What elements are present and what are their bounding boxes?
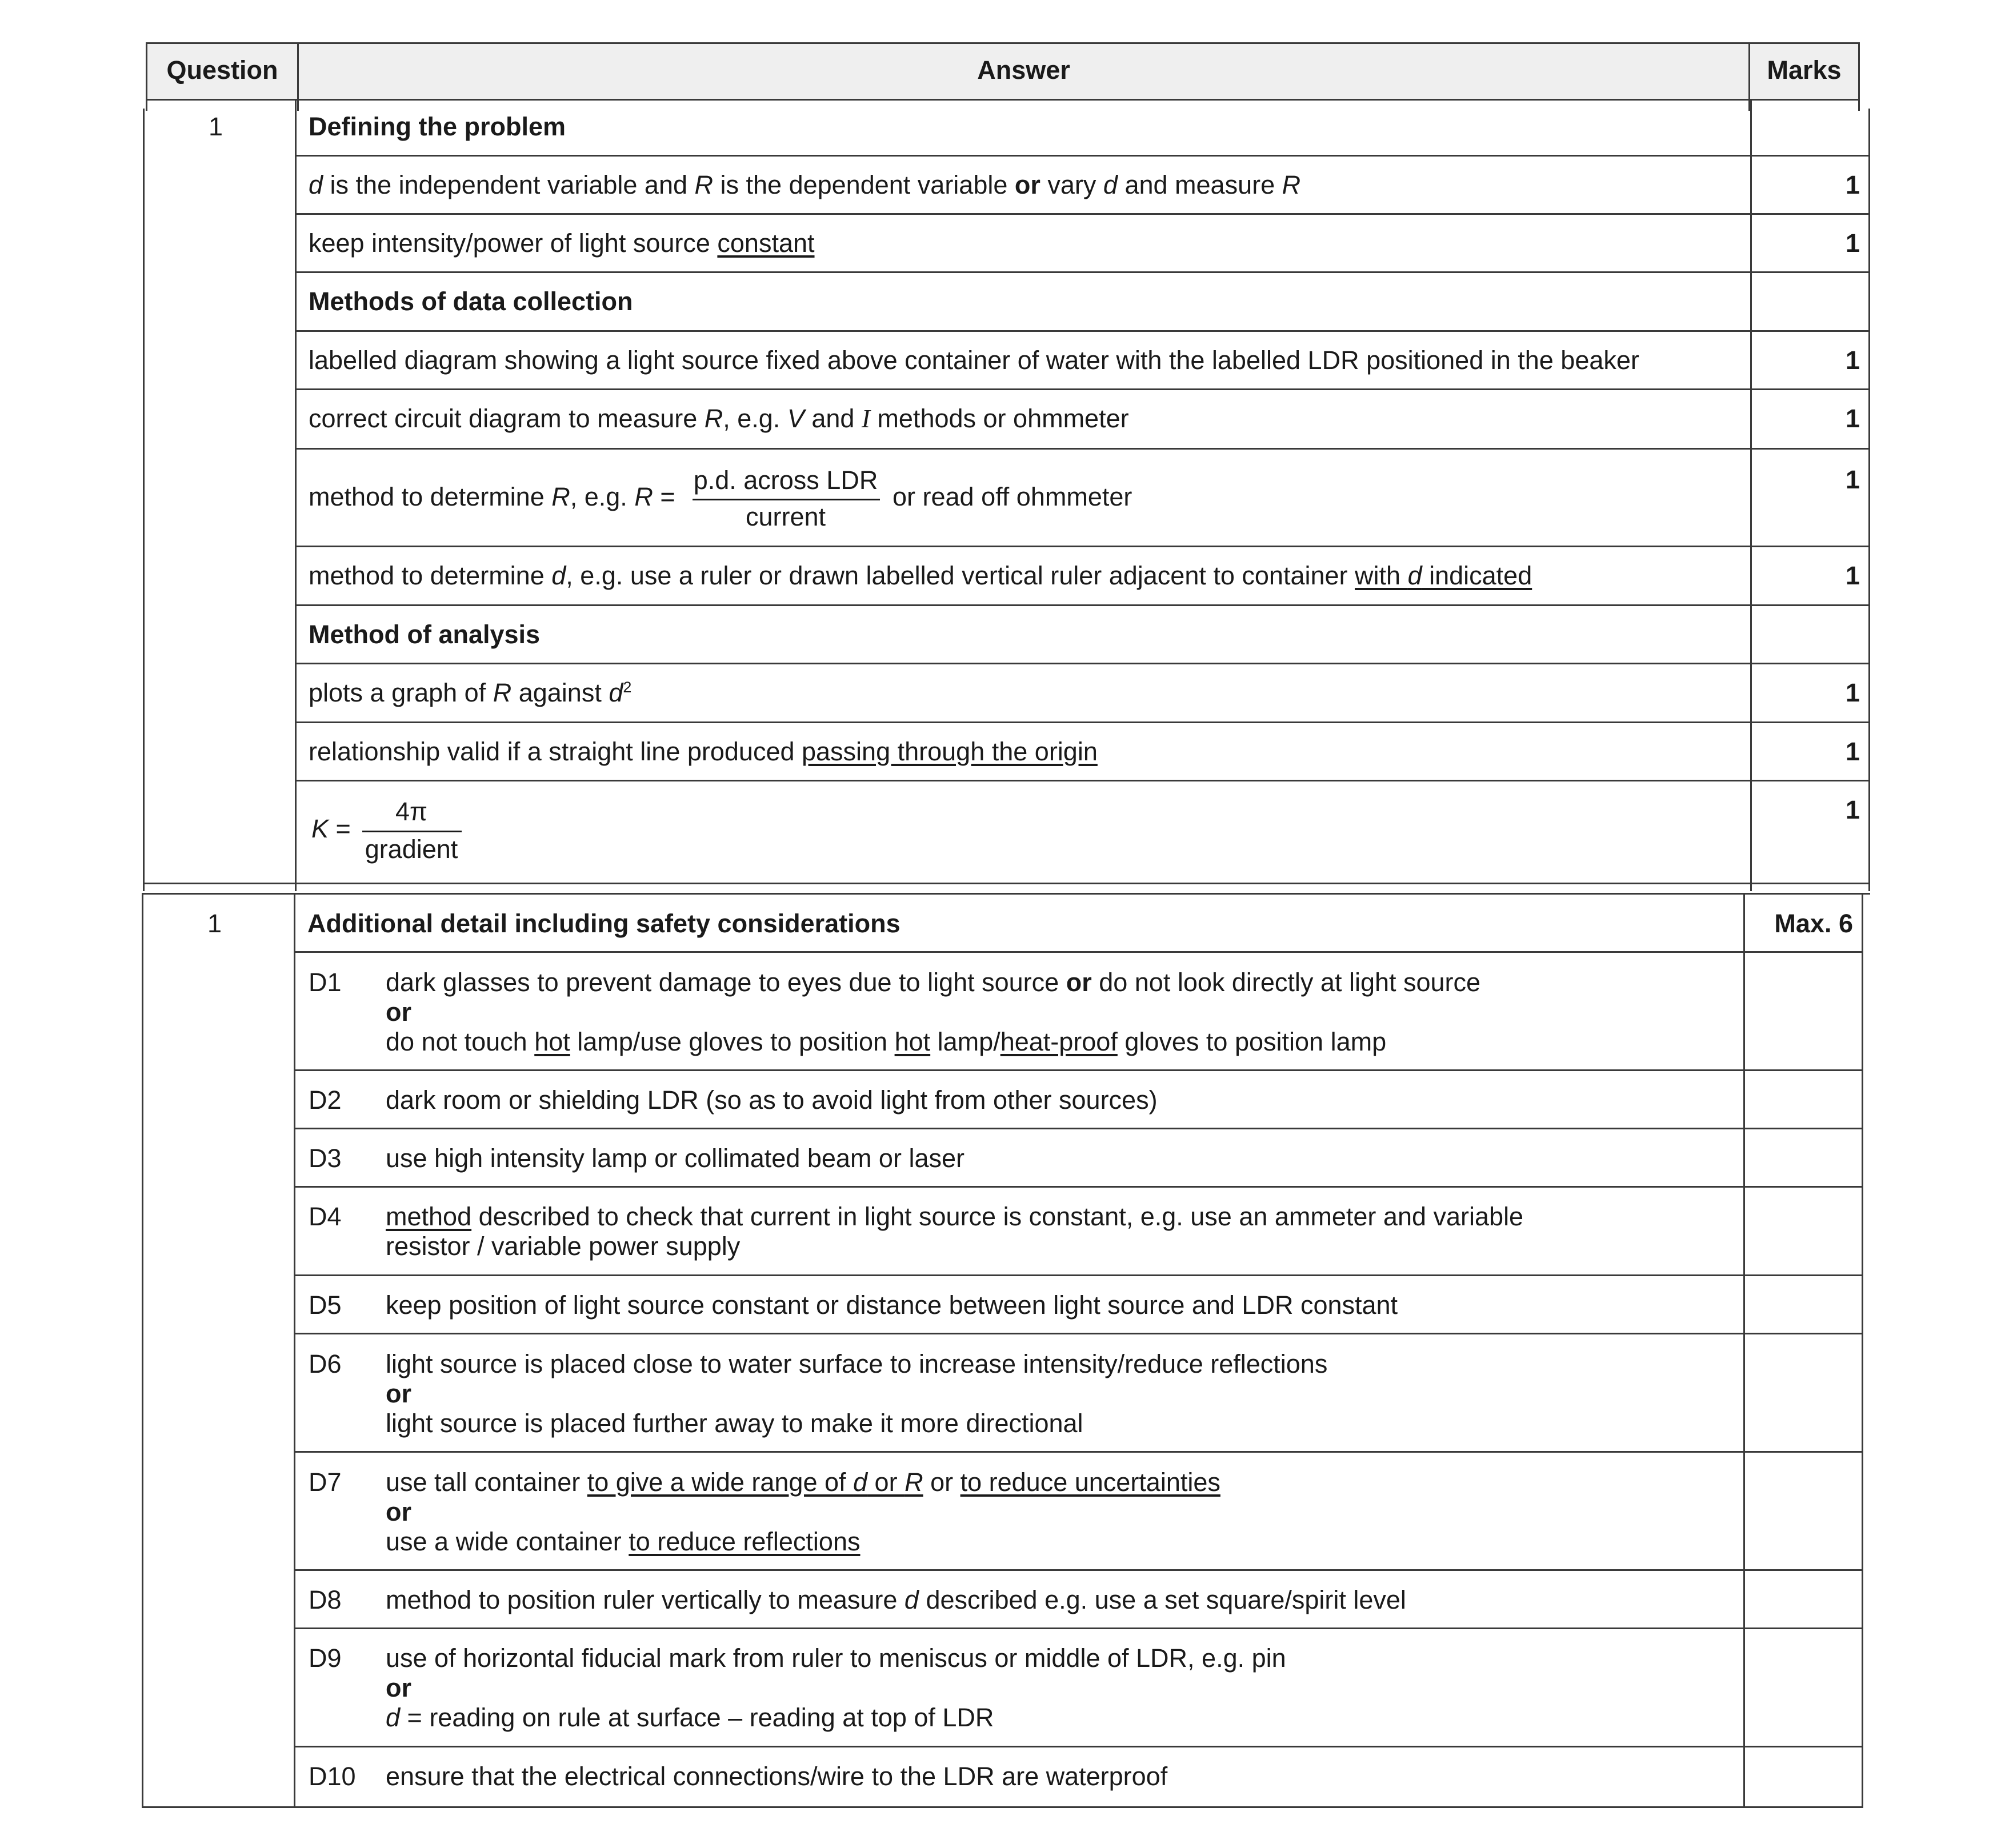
mark-value: 1 bbox=[1845, 465, 1860, 494]
mark-value: 1 bbox=[1845, 795, 1860, 824]
item-code: D9 bbox=[309, 1643, 342, 1673]
fraction-denominator: gradient bbox=[365, 835, 458, 864]
s2-col2-divider bbox=[1743, 893, 1745, 1808]
s2-col1-divider bbox=[294, 893, 295, 1808]
item-code: D2 bbox=[309, 1085, 342, 1115]
s2-row-border bbox=[294, 1186, 1863, 1188]
answer-row-11-lhs: K = bbox=[311, 814, 351, 843]
answer-row-6-tail: or read off ohmmeter bbox=[893, 482, 1132, 511]
item-text: d = reading on rule at surface – reading at top of LDR bbox=[386, 1703, 994, 1732]
s1-row-border bbox=[295, 388, 1870, 390]
section-heading: Method of analysis bbox=[309, 620, 541, 649]
header-bottom-border bbox=[146, 99, 1860, 101]
section-heading: Additional detail including safety considerations bbox=[307, 909, 901, 938]
s2-row-border bbox=[294, 1569, 1863, 1571]
answer-row-7: method to determine d, e.g. use a ruler or drawn labelled vertical ruler adjacent to container with d indicated bbox=[309, 561, 1532, 590]
s1-row-border bbox=[295, 604, 1870, 606]
s1-row-border bbox=[295, 213, 1870, 215]
item-text: resistor / variable power supply bbox=[386, 1232, 741, 1261]
item-text: use a wide container to reduce reflections bbox=[386, 1527, 861, 1556]
s1-row-border bbox=[295, 663, 1870, 664]
header-right-border bbox=[1858, 42, 1860, 111]
mark-value: 1 bbox=[1845, 404, 1860, 433]
s2-left-border bbox=[142, 893, 143, 1808]
item-text: use high intensity lamp or collimated beam or laser bbox=[386, 1144, 965, 1173]
item-text: light source is placed further away to make it more directional bbox=[386, 1409, 1083, 1438]
s1-row-border bbox=[295, 271, 1870, 273]
s1-row-border bbox=[295, 155, 1870, 157]
s2-row-border bbox=[294, 1451, 1863, 1453]
s2-row-border bbox=[294, 1274, 1863, 1276]
item-code: D1 bbox=[309, 968, 342, 997]
s1-row-border bbox=[295, 448, 1870, 450]
item-code: D5 bbox=[309, 1290, 342, 1320]
fraction-denominator: current bbox=[745, 502, 826, 531]
section-heading: Methods of data collection bbox=[309, 287, 633, 316]
item-text: method described to check that current in light source is constant, e.g. use an ammeter and variable bbox=[386, 1202, 1524, 1231]
s1-row-border bbox=[295, 330, 1870, 332]
question-number: 1 bbox=[209, 112, 223, 141]
fraction-bar bbox=[362, 831, 462, 832]
answer-row-9: plots a graph of R against $d^2$ bbox=[309, 678, 632, 707]
item-text: keep position of light source constant or distance between light source and LDR constant bbox=[386, 1290, 1398, 1320]
mark-value: 1 bbox=[1845, 229, 1860, 258]
item-or: or bbox=[386, 1497, 411, 1526]
item-text: ensure that the electrical connections/wire to the LDR are waterproof bbox=[386, 1762, 1168, 1791]
s1-row-border bbox=[295, 721, 1870, 723]
item-text: use tall container to give a wide range of d or R or to reduce uncertainties bbox=[386, 1468, 1220, 1497]
answer-row-6-text: method to determine R, e.g. R = bbox=[309, 482, 675, 511]
section-separator bbox=[143, 893, 1870, 895]
item-text: do not touch hot lamp/use gloves to position hot lamp/heat-proof gloves to position lamp bbox=[386, 1027, 1387, 1056]
fraction-numerator: p.d. across LDR bbox=[693, 466, 878, 495]
item-text: method to position ruler vertically to measure d described e.g. use a set square/spirit level bbox=[386, 1585, 1406, 1614]
s1-left-border bbox=[143, 109, 145, 891]
answer-row-5: correct circuit diagram to measure R, e.g. V and I methods or ohmmeter bbox=[309, 404, 1129, 433]
item-code: D3 bbox=[309, 1144, 342, 1173]
s2-row-border bbox=[294, 1069, 1863, 1071]
s1-row-border bbox=[295, 546, 1870, 547]
item-or: or bbox=[386, 997, 411, 1027]
item-code: D6 bbox=[309, 1349, 342, 1378]
s2-bottom-border bbox=[142, 1806, 1863, 1808]
mark-value: 1 bbox=[1845, 170, 1860, 199]
item-text: light source is placed close to water surface to increase intensity/reduce reflections bbox=[386, 1349, 1328, 1378]
s1-row-border bbox=[295, 780, 1870, 781]
mark-value: 1 bbox=[1845, 737, 1860, 766]
question-number: 1 bbox=[207, 909, 222, 938]
item-or: or bbox=[386, 1673, 411, 1702]
max-marks: Max. 6 bbox=[1774, 909, 1853, 938]
mark-value: 1 bbox=[1845, 678, 1860, 707]
answer-row-10: relationship valid if a straight line produced passing through the origin bbox=[309, 737, 1098, 766]
answer-row-4: labelled diagram showing a light source fixed above container of water with the labelled LDR positioned in the beaker bbox=[309, 346, 1639, 375]
s1-col1-divider bbox=[295, 101, 297, 891]
header-top-border bbox=[146, 42, 1860, 44]
s2-row-border bbox=[294, 1627, 1863, 1629]
fraction-bar bbox=[693, 499, 880, 500]
mark-value: 1 bbox=[1845, 561, 1860, 590]
item-code: D8 bbox=[309, 1585, 342, 1614]
item-code: D7 bbox=[309, 1468, 342, 1497]
section-heading: Defining the problem bbox=[309, 112, 566, 141]
s2-right-border bbox=[1862, 893, 1863, 1808]
s1-col2-divider bbox=[1750, 101, 1752, 891]
header-answer: Answer bbox=[977, 55, 1070, 85]
s2-row-border bbox=[294, 1746, 1863, 1747]
item-or: or bbox=[386, 1379, 411, 1408]
header-question: Question bbox=[166, 55, 278, 85]
s2-row-border bbox=[294, 951, 1863, 953]
header-marks: Marks bbox=[1767, 55, 1842, 85]
item-code: D10 bbox=[309, 1762, 356, 1791]
answer-row-1: d is the independent variable and R is the dependent variable or vary d and measure R bbox=[309, 170, 1301, 199]
fraction-numerator: 4π bbox=[395, 797, 428, 826]
item-text: use of horizontal fiducial mark from ruler to meniscus or middle of LDR, e.g. pin bbox=[386, 1643, 1286, 1673]
s1-right-border bbox=[1868, 109, 1870, 891]
item-text: dark room or shielding LDR (so as to avoid light from other sources) bbox=[386, 1085, 1158, 1115]
section-separator bbox=[143, 883, 1870, 884]
s2-row-border bbox=[294, 1333, 1863, 1334]
item-text: dark glasses to prevent damage to eyes due to light source or do not look directly at light source bbox=[386, 968, 1481, 997]
item-code: D4 bbox=[309, 1202, 342, 1231]
s2-row-border bbox=[294, 1128, 1863, 1129]
mark-value: 1 bbox=[1845, 346, 1860, 375]
answer-row-2: keep intensity/power of light source constant bbox=[309, 229, 815, 258]
